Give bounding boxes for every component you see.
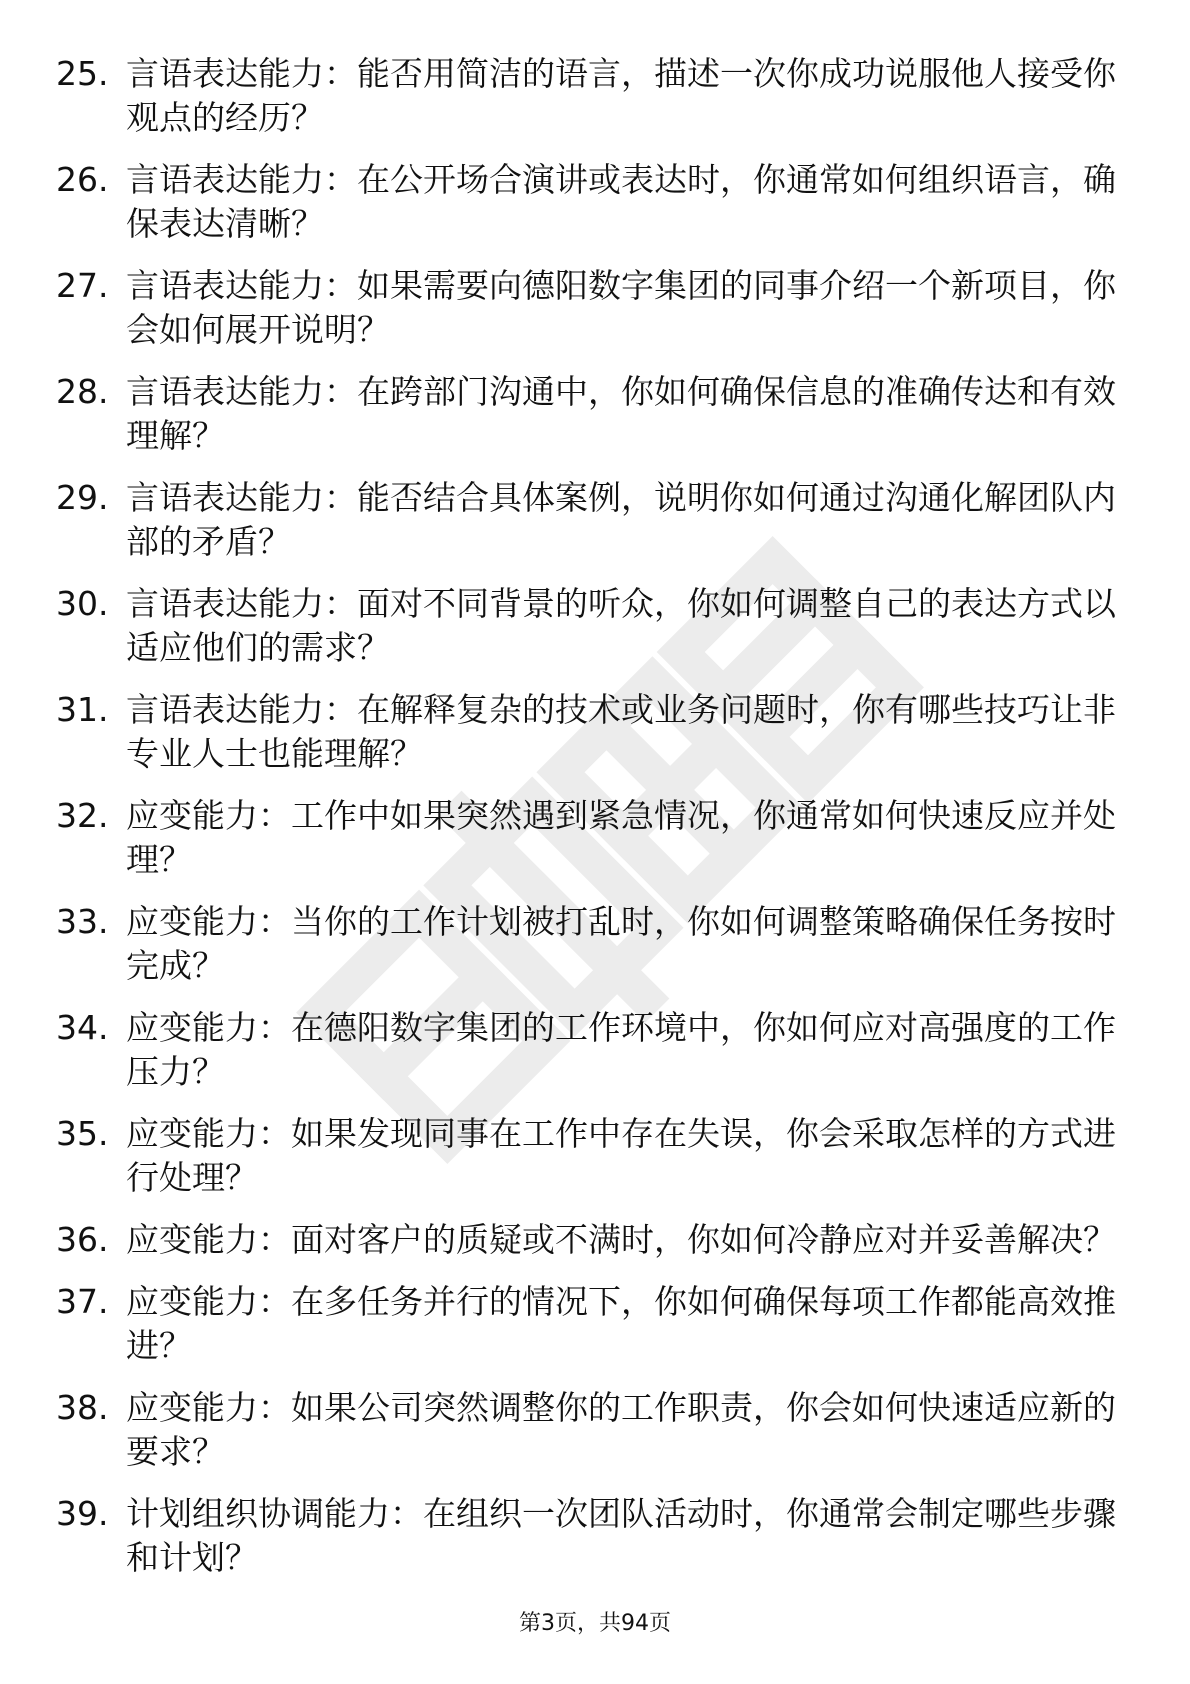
question-text: 言语表达能力：面对不同背景的听众，你如何调整自己的表达方式以适应他们的需求？	[126, 584, 1116, 667]
question-text: 应变能力：如果公司突然调整你的工作职责，你会如何快速适应新的要求？	[126, 1388, 1116, 1471]
page-footer: 第3页，共94页	[519, 1611, 671, 1636]
question-item	[56, 794, 1116, 882]
question-item	[56, 688, 1116, 776]
question-item	[56, 1112, 1116, 1200]
question-item	[56, 158, 1116, 246]
question-number: 31.	[56, 690, 109, 729]
question-number: 36.	[56, 1220, 109, 1259]
question-item	[56, 582, 1116, 670]
question-text: 言语表达能力：能否结合具体案例，说明你如何通过沟通化解团队内部的矛盾？	[126, 478, 1116, 561]
question-text: 应变能力：在多任务并行的情况下，你如何确保每项工作都能高效推进？	[126, 1282, 1116, 1365]
question-number: 30.	[56, 584, 109, 623]
question-number: 35.	[56, 1114, 109, 1153]
question-text: 言语表达能力：在公开场合演讲或表达时，你通常如何组织语言，确保表达清晰？	[126, 160, 1116, 243]
question-number: 39.	[56, 1494, 109, 1533]
question-text: 应变能力：如果发现同事在工作中存在失误，你会采取怎样的方式进行处理？	[126, 1114, 1116, 1197]
question-text: 言语表达能力：如果需要向德阳数字集团的同事介绍一个新项目，你会如何展开说明？	[126, 266, 1116, 349]
question-item	[56, 370, 1116, 458]
question-item	[56, 1492, 1116, 1580]
question-text: 言语表达能力：能否用简洁的语言，描述一次你成功说服他人接受你观点的经历？	[126, 54, 1116, 137]
question-text: 应变能力：当你的工作计划被打乱时，你如何调整策略确保任务按时完成？	[126, 902, 1116, 985]
question-item	[56, 52, 1116, 140]
question-item	[56, 900, 1116, 988]
question-text: 言语表达能力：在跨部门沟通中，你如何确保信息的准确传达和有效理解？	[126, 372, 1116, 455]
question-number: 28.	[56, 372, 109, 411]
question-item	[56, 1386, 1116, 1474]
question-item	[56, 1006, 1116, 1094]
question-item	[56, 264, 1116, 352]
question-number: 29.	[56, 478, 109, 517]
question-item	[56, 476, 1116, 564]
question-number: 37.	[56, 1282, 109, 1321]
question-text: 应变能力：工作中如果突然遇到紧急情况，你通常如何快速反应并处理？	[126, 796, 1116, 879]
question-number: 33.	[56, 902, 109, 941]
question-list	[56, 52, 1116, 1598]
question-number: 27.	[56, 266, 109, 305]
question-number: 26.	[56, 160, 109, 199]
question-number: 25.	[56, 54, 109, 93]
question-text: 应变能力：在德阳数字集团的工作环境中，你如何应对高强度的工作压力？	[126, 1008, 1116, 1091]
question-text: 计划组织协调能力：在组织一次团队活动时，你通常会制定哪些步骤和计划？	[126, 1494, 1116, 1577]
question-item	[56, 1218, 1116, 1262]
question-text: 言语表达能力：在解释复杂的技术或业务问题时，你有哪些技巧让非专业人士也能理解？	[126, 690, 1116, 773]
question-text: 应变能力：面对客户的质疑或不满时，你如何冷静应对并妥善解决？	[126, 1220, 1116, 1259]
question-number: 32.	[56, 796, 109, 835]
question-number: 38.	[56, 1388, 109, 1427]
question-number: 34.	[56, 1008, 109, 1047]
question-item	[56, 1280, 1116, 1368]
